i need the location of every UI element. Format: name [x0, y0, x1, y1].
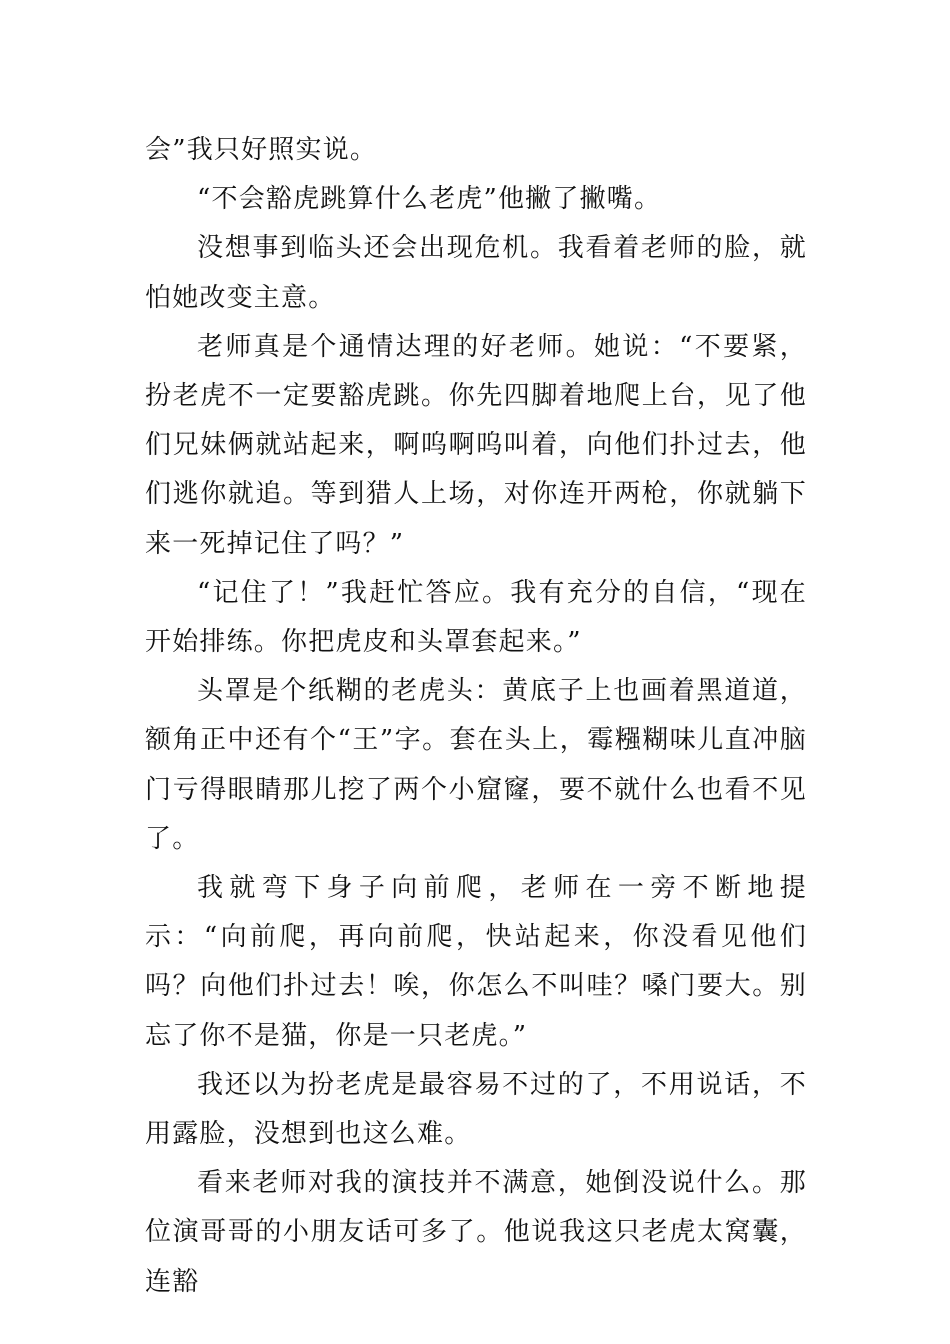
paragraph-4: 老师真是个通情达理的好老师。她说：“不要紧，扮老虎不一定要豁虎跳。你先四脚着地爬上台，见了他们兄妹俩就站起来，啊呜啊呜叫着，向他们扑过去，他们逃你就追。等到猎人上场，对你连开两枪，你就躺下来一死掉记住了吗？”: [145, 331, 807, 559]
paragraph-1: 会”我只好照实说。: [145, 135, 378, 165]
paragraph-7: 我就弯下身子向前爬，老师在一旁不断地提示：“向前爬，再向前爬，快站起来，你没看见他们吗？向他们扑过去！唉，你怎么不叫哇？嗓门要大。别忘了你不是猫，你是一只老虎。”: [145, 873, 807, 1051]
paragraph-5: “记住了！”我赶忙答应。我有充分的自信，“现在开始排练。你把虎皮和头罩套起来。”: [145, 577, 807, 658]
paragraph-2: “不会豁虎跳算什么老虎”他撇了撇嘴。: [197, 184, 662, 215]
paragraph-8: 我还以为扮老虎是最容易不过的了，不用说话，不用露脸，没想到也这么难。: [145, 1069, 807, 1150]
paragraph-6: 头罩是个纸糊的老虎头：黄底子上也画着黑道道，额角正中还有个“王”字。套在头上，霉糨糊味儿直冲脑门亏得眼睛那儿挖了两个小窟窿，要不就什么也看不见了。: [145, 676, 807, 854]
paragraph-3: 没想事到临头还会出现危机。我看着老师的脸，就怕她改变主意。: [145, 233, 807, 313]
body-text: [145, 126, 807, 1307]
paragraph-9: 看来老师对我的演技并不满意，她倒没说什么。那位演哥哥的小朋友话可多了。他说我这只老虎太窝囊，连豁: [145, 1168, 807, 1297]
